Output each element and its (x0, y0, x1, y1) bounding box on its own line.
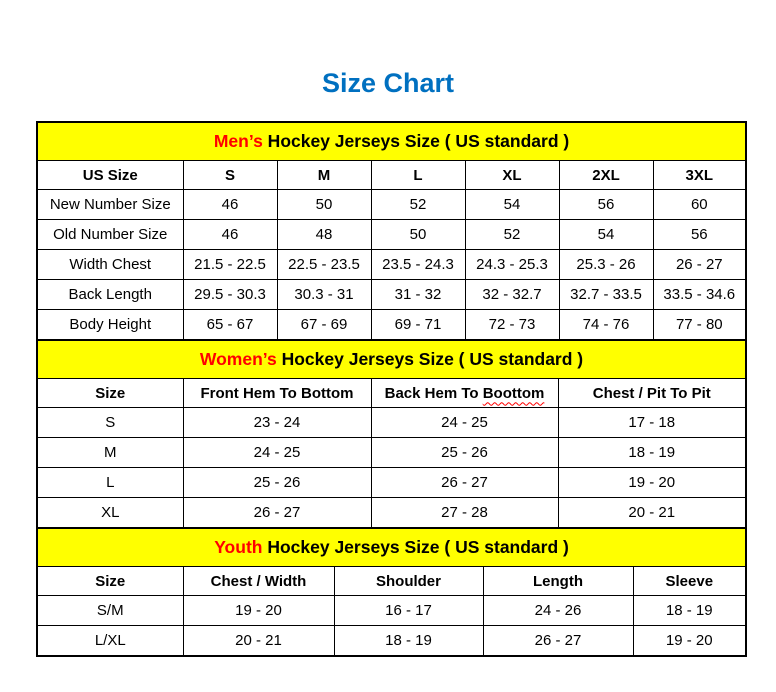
page-title: Size Chart (321, 68, 455, 98)
column-header: US Size (37, 161, 183, 190)
size-cell: 52 (465, 220, 559, 250)
womens-table-title-highlight: Women’s (199, 349, 277, 369)
size-cell: 29.5 - 30.3 (183, 280, 277, 310)
column-header: Shoulder (334, 567, 483, 596)
table-row (37, 626, 746, 657)
size-cell: 54 (465, 190, 559, 220)
row-label: Width Chest (37, 250, 183, 280)
mens-table-title-highlight: Men’s (213, 131, 263, 151)
mens-table-title (37, 122, 746, 161)
mens-size-table (36, 121, 747, 341)
size-cell: 18 - 19 (334, 626, 483, 657)
size-cell: 48 (277, 220, 371, 250)
column-header: Chest / Pit To Pit (558, 379, 746, 408)
row-label: S/M (37, 596, 183, 626)
size-cell: 50 (277, 190, 371, 220)
column-header: Size (37, 379, 183, 408)
size-cell: 25 - 26 (183, 468, 371, 498)
size-cell: 24 - 25 (183, 438, 371, 468)
column-header (371, 379, 558, 408)
tables-container (36, 121, 745, 657)
column-header-text: Back Hem To (384, 384, 483, 402)
youth-table-header-band (37, 528, 746, 567)
mens-table-header-band (37, 122, 746, 161)
column-header: Front Hem To Bottom (183, 379, 371, 408)
row-label: Old Number Size (37, 220, 183, 250)
size-cell: 56 (559, 190, 653, 220)
column-header: Chest / Width (183, 567, 334, 596)
row-label: L/XL (37, 626, 183, 657)
size-cell: 25 - 26 (371, 438, 558, 468)
size-cell: 56 (653, 220, 746, 250)
row-label: XL (37, 498, 183, 529)
youth-table-title-rest: Hockey Jerseys Size ( US standard ) (262, 537, 569, 557)
table-row (37, 596, 746, 626)
table-row (37, 408, 746, 438)
column-header: 2XL (559, 161, 653, 190)
youth-size-table (36, 527, 747, 657)
youth-table-title-highlight: Youth (214, 537, 263, 557)
size-cell: 24 - 26 (483, 596, 633, 626)
size-cell: 24.3 - 25.3 (465, 250, 559, 280)
size-cell: 19 - 20 (558, 468, 746, 498)
size-cell: 46 (183, 220, 277, 250)
table-row (37, 220, 746, 250)
size-cell: 65 - 67 (183, 310, 277, 341)
size-cell: 26 - 27 (653, 250, 746, 280)
table-row (37, 310, 746, 341)
row-label: Body Height (37, 310, 183, 341)
table-row (37, 438, 746, 468)
mens-table-title-rest: Hockey Jerseys Size ( US standard ) (262, 131, 570, 151)
size-cell: 17 - 18 (558, 408, 746, 438)
womens-size-table (36, 339, 747, 529)
column-header: 3XL (653, 161, 746, 190)
size-cell: 30.3 - 31 (277, 280, 371, 310)
column-header: Sleeve (633, 567, 746, 596)
column-header: M (277, 161, 371, 190)
size-cell: 52 (371, 190, 465, 220)
size-cell: 69 - 71 (371, 310, 465, 341)
size-cell: 22.5 - 23.5 (277, 250, 371, 280)
size-cell: 25.3 - 26 (559, 250, 653, 280)
size-cell: 16 - 17 (334, 596, 483, 626)
table-row (37, 250, 746, 280)
size-cell: 50 (371, 220, 465, 250)
youth-column-header-row (37, 567, 746, 596)
row-label: Back Length (37, 280, 183, 310)
size-cell: 72 - 73 (465, 310, 559, 341)
table-row (37, 190, 746, 220)
size-cell: 67 - 69 (277, 310, 371, 341)
size-cell: 60 (653, 190, 746, 220)
youth-table-title (37, 528, 746, 567)
size-cell: 19 - 20 (183, 596, 334, 626)
column-header: Size (37, 567, 183, 596)
womens-table-title (37, 340, 746, 379)
womens-column-header-row (37, 379, 746, 408)
mens-column-header-row (37, 161, 746, 190)
womens-table-title-rest: Hockey Jerseys Size ( US standard ) (276, 349, 584, 369)
size-cell: 20 - 21 (183, 626, 334, 657)
table-row (37, 280, 746, 310)
row-label: L (37, 468, 183, 498)
column-header: XL (465, 161, 559, 190)
row-label: M (37, 438, 183, 468)
size-cell: 21.5 - 22.5 (183, 250, 277, 280)
size-cell: 18 - 19 (633, 596, 746, 626)
row-label: S (37, 408, 183, 438)
column-header: Length (483, 567, 633, 596)
size-cell: 74 - 76 (559, 310, 653, 341)
size-cell: 26 - 27 (483, 626, 633, 657)
size-cell: 18 - 19 (558, 438, 746, 468)
size-cell: 46 (183, 190, 277, 220)
size-cell: 19 - 20 (633, 626, 746, 657)
size-cell: 33.5 - 34.6 (653, 280, 746, 310)
table-row (37, 468, 746, 498)
size-cell: 24 - 25 (371, 408, 558, 438)
size-cell: 32 - 32.7 (465, 280, 559, 310)
column-header: S (183, 161, 277, 190)
womens-table-header-band (37, 340, 746, 379)
column-header: L (371, 161, 465, 190)
size-cell: 27 - 28 (371, 498, 558, 529)
size-cell: 20 - 21 (558, 498, 746, 529)
misspelled-word: Boottom (482, 384, 545, 402)
size-cell: 26 - 27 (183, 498, 371, 529)
size-cell: 31 - 32 (371, 280, 465, 310)
size-cell: 26 - 27 (371, 468, 558, 498)
size-cell: 23 - 24 (183, 408, 371, 438)
size-cell: 77 - 80 (653, 310, 746, 341)
size-cell: 54 (559, 220, 653, 250)
size-cell: 23.5 - 24.3 (371, 250, 465, 280)
size-cell: 32.7 - 33.5 (559, 280, 653, 310)
row-label: New Number Size (37, 190, 183, 220)
table-row (37, 498, 746, 529)
